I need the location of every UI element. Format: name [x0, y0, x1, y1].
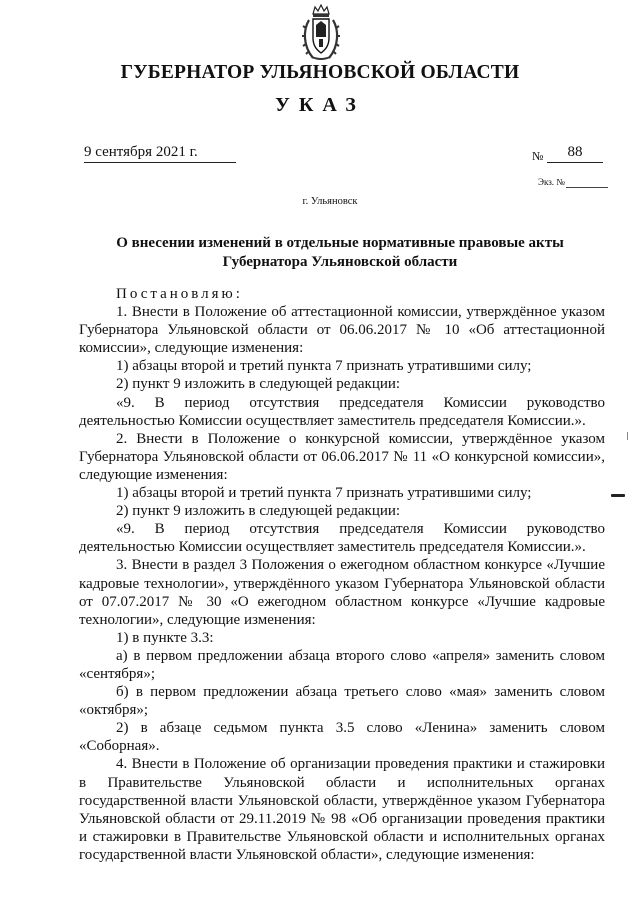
- paragraph: 2) пункт 9 изложить в следующей редакции:: [116, 376, 401, 393]
- ink-mark: [611, 494, 625, 497]
- scan-mark: [627, 432, 628, 440]
- paragraph: «9. В период отсутствия председателя Комиссии руководство деятельностью Комиссии осуществляет заместитель председателя Комиссии.».: [79, 394, 605, 429]
- document-type-heading: УКАЗ: [275, 94, 365, 116]
- paragraph: «9. В период отсутствия председателя Комиссии руководство деятельностью Комиссии осуществляет заместитель председателя Комиссии.».: [79, 521, 605, 556]
- paragraph: 2) в абзаце седьмом пункта 3.5 слово «Ленина» заменить словом «Соборная».: [79, 720, 605, 755]
- copy-number: [538, 177, 608, 188]
- number-label: №: [532, 149, 544, 163]
- paragraph: 4. Внести в Положение об организации проведения практики и стажировки в Правительстве Ульяновской области и исполнительных органах государственной власти Ульяновской области, утверждённое указом Губернатора Ульяновской области от 29.11.2019 № 98 «Об организации проведения практики и стажировки в Правительстве Ульяновской области и исполнительных органах государственной власти Ульяновской области», следующие изменения:: [79, 756, 605, 863]
- document-body: [79, 285, 605, 864]
- paragraph: 1. Внести в Положение об аттестационной комиссии, утверждённое указом Губернатора Ульяновской области от 06.06.2017 № 10 «Об аттестационной комиссии», следующие изменения:: [79, 304, 605, 357]
- document-date: 9 сентября 2021 г.: [84, 144, 236, 163]
- city: г. Ульяновск: [302, 196, 358, 207]
- paragraph: 2) пункт 9 изложить в следующей редакции:: [116, 503, 401, 520]
- paragraph: б) в первом предложении абзаца третьего слово «мая» заменить словом «октября»;: [79, 684, 605, 719]
- coat-of-arms-icon: [301, 4, 341, 62]
- paragraph: 1) абзацы второй и третий пункта 7 признать утратившими силу;: [116, 485, 532, 502]
- authority-heading: ГУБЕРНАТОР УЛЬЯНОВСКОЙ ОБЛАСТИ: [120, 62, 520, 83]
- paragraph: 1) в пункте 3.3:: [116, 629, 214, 646]
- document-title: [100, 234, 580, 272]
- paragraph: 3. Внести в раздел 3 Положения о ежегодном областном конкурсе «Лучшие кадровые технологии», утверждённого указом Губернатора Ульяновской области от 07.07.2017 № 30 «О ежегодном областном конкурсе «Лучшие кадровые технологии», следующие изменения:: [79, 557, 605, 628]
- title-line-1: О внесении изменений в отдельные нормативные правовые акты: [116, 235, 564, 251]
- paragraph: 2. Внести в Положение о конкурсной комиссии, утверждённое указом Губернатора Ульяновской области от 06.06.2017 № 11 «О конкурсной комиссии», следующие изменения:: [79, 430, 605, 483]
- document-number: 88: [547, 144, 603, 163]
- copy-number-blank: [566, 177, 608, 188]
- paragraph: а) в первом предложении абзаца второго слово «апреля» заменить словом «сентября»;: [79, 647, 605, 682]
- copy-number-label: Экз. №: [538, 177, 565, 187]
- paragraph: 1) абзацы второй и третий пункта 7 признать утратившими силу;: [116, 358, 532, 375]
- title-line-2: Губернатора Ульяновской области: [222, 254, 458, 270]
- decree-preamble: Постановляю:: [116, 286, 243, 302]
